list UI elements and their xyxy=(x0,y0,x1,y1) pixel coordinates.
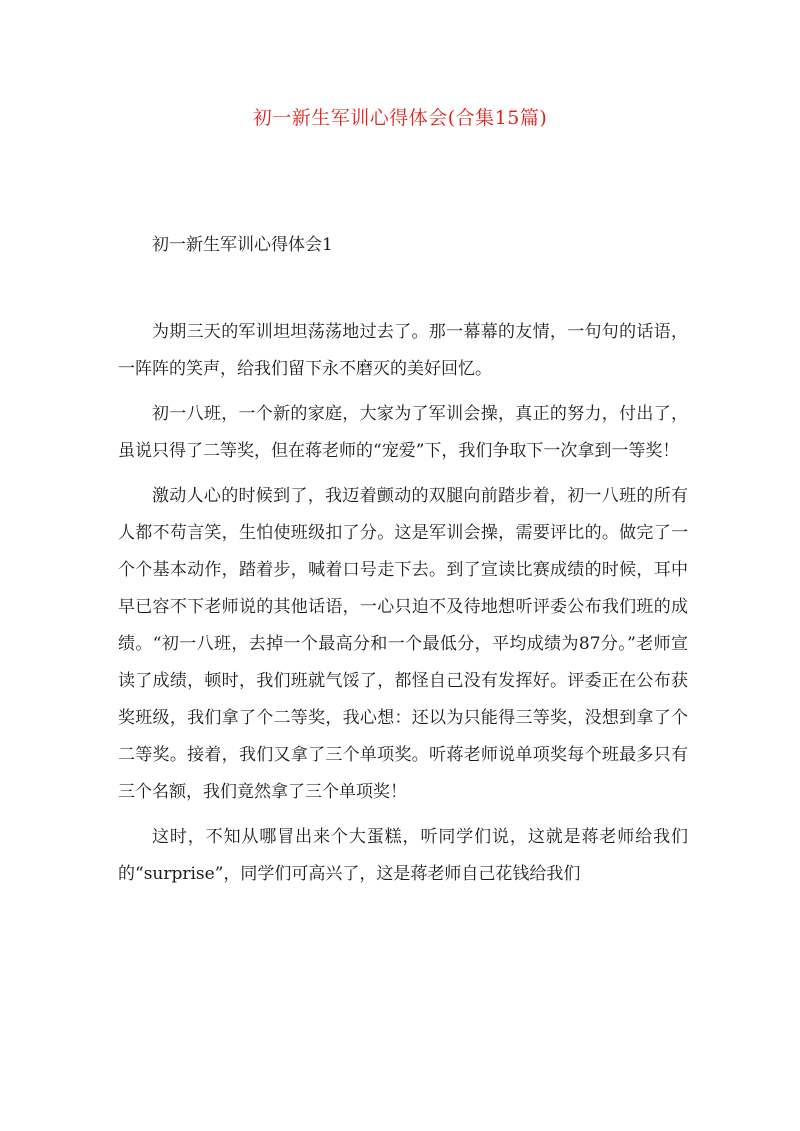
paragraph: 初一八班，一个新的家庭，大家为了军训会操，真正的努力，付出了，虽说只得了二等奖，但在蒋老师的“宠爱”下，我们争取下一次拿到一等奖！ xyxy=(118,403,688,461)
paragraph: 为期三天的军训坦坦荡荡地过去了。那一幕幕的友情，一句句的话语，一阵阵的笑声，给我们留下永不磨灭的美好回忆。 xyxy=(118,322,688,380)
document-title: 初一新生军训心得体会(合集15篇) xyxy=(252,107,548,129)
paragraph: 激动人心的时候到了，我迈着颤动的双腿向前踏步着，初一八班的所有人都不苟言笑，生怕使班级扣了分。这是军训会操，需要评比的。做完了一个个基本动作，踏着步，喊着口号走下去。到了宣读比赛成绩的时候，耳中早已容不下老师说的其他话语，一心只迫不及待地想听评委公布我们班的成绩。“初一八班，去掉一个最高分和一个最低分，平均成绩为87分。”老师宣读了成绩，顿时，我们班就气馁了，都怪自己没有发挥好。评委正在公布获奖班级，我们拿了个二等奖，我心想：还以为只能得三等奖，没想到拿了个二等奖。接着，我们又拿了三个单项奖。听蒋老师说单项奖每个班最多只有三个名额，我们竟然拿了三个单项奖！ xyxy=(118,485,688,803)
section-heading: 初一新生军训心得体会1 xyxy=(152,235,333,255)
paragraph: 这时，不知从哪冒出来个大蛋糕，听同学们说，这就是蒋老师给我们的“surprise”，同学们可高兴了，这是蒋老师自己花钱给我们 xyxy=(118,827,688,885)
document-body xyxy=(118,314,688,901)
